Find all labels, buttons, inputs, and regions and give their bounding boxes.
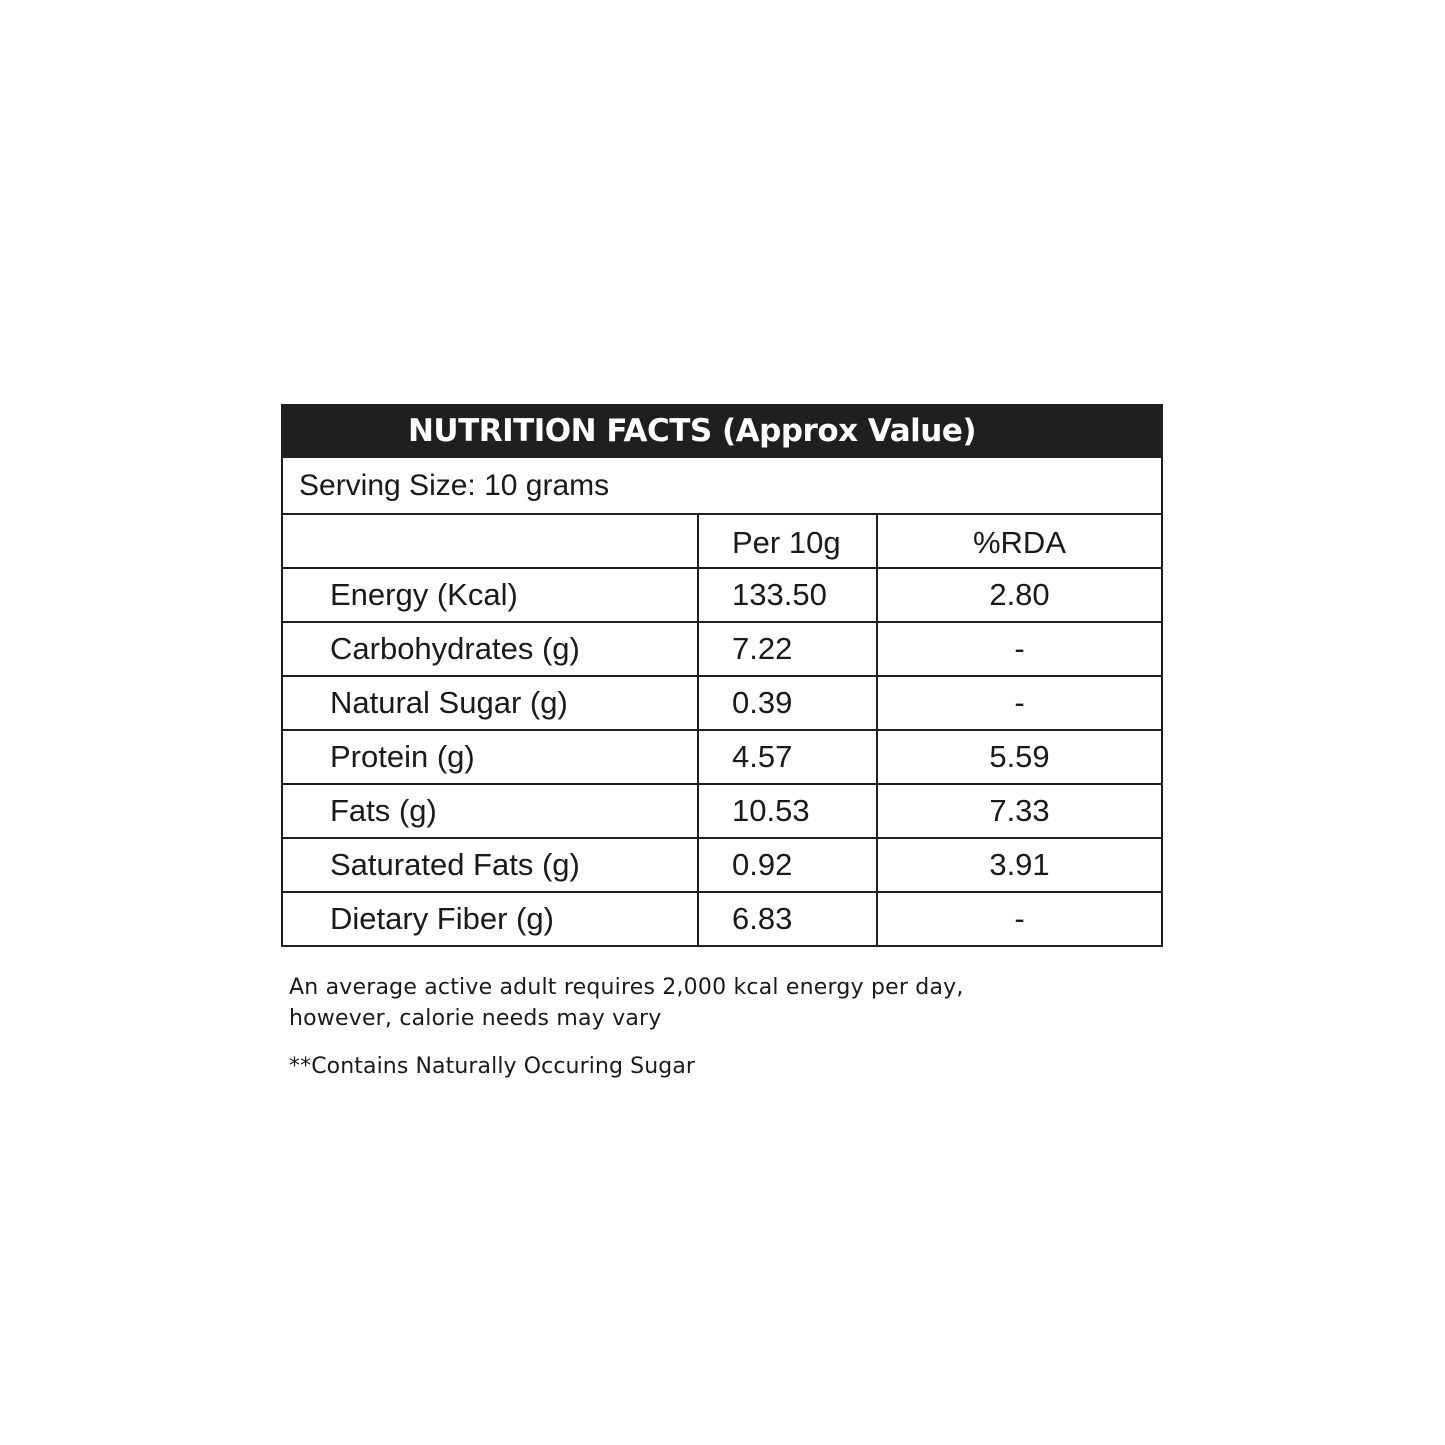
per-10g-value: 7.22 (699, 623, 878, 675)
nutrient-name: Fats (g) (283, 785, 699, 837)
column-header-per-10g: Per 10g (699, 515, 878, 567)
per-10g-value: 10.53 (699, 785, 878, 837)
column-header-rda: %RDA (972, 525, 1066, 560)
nutrient-name: Dietary Fiber (g) (283, 893, 699, 945)
rda-value: 7.33 (989, 793, 1050, 828)
per-10g-value: 4.57 (699, 731, 878, 783)
energy-note-line-2: however, calorie needs may vary (289, 1006, 662, 1031)
rda-value: 5.59 (989, 739, 1050, 774)
nutrient-name: Natural Sugar (g) (283, 677, 699, 729)
rda-value: 2.80 (989, 577, 1050, 612)
table-row (283, 785, 1161, 839)
energy-note-line-1: An average active adult requires 2,000 kcal energy per day, (289, 975, 964, 1000)
table-row (283, 839, 1161, 893)
nutrition-table (281, 458, 1163, 947)
per-10g-value: 6.83 (699, 893, 878, 945)
energy-requirement-note (289, 972, 1049, 1034)
rda-value: - (1014, 631, 1025, 666)
per-10g-value: 133.50 (699, 569, 878, 621)
column-header-nutrient (283, 515, 699, 567)
per-10g-value: 0.39 (699, 677, 878, 729)
rda-value: 3.91 (989, 847, 1050, 882)
table-row (283, 731, 1161, 785)
nutrient-name: Energy (Kcal) (283, 569, 699, 621)
table-row (283, 623, 1161, 677)
serving-size: Serving Size: 10 grams (283, 458, 1161, 515)
per-10g-value: 0.92 (699, 839, 878, 891)
nutrient-name: Protein (g) (283, 731, 699, 783)
natural-sugar-note: **Contains Naturally Occuring Sugar (289, 1054, 696, 1079)
nutrient-name: Saturated Fats (g) (283, 839, 699, 891)
rda-value: - (1014, 685, 1025, 720)
rda-value: - (1014, 901, 1025, 936)
table-row (283, 677, 1161, 731)
footnotes (289, 972, 1049, 1082)
table-header-row (283, 515, 1161, 569)
nutrient-name: Carbohydrates (g) (283, 623, 699, 675)
table-row (283, 569, 1161, 623)
nutrition-facts-title: NUTRITION FACTS (Approx Value) (281, 404, 1163, 458)
table-row (283, 893, 1161, 945)
nutrition-facts-panel (281, 404, 1163, 947)
